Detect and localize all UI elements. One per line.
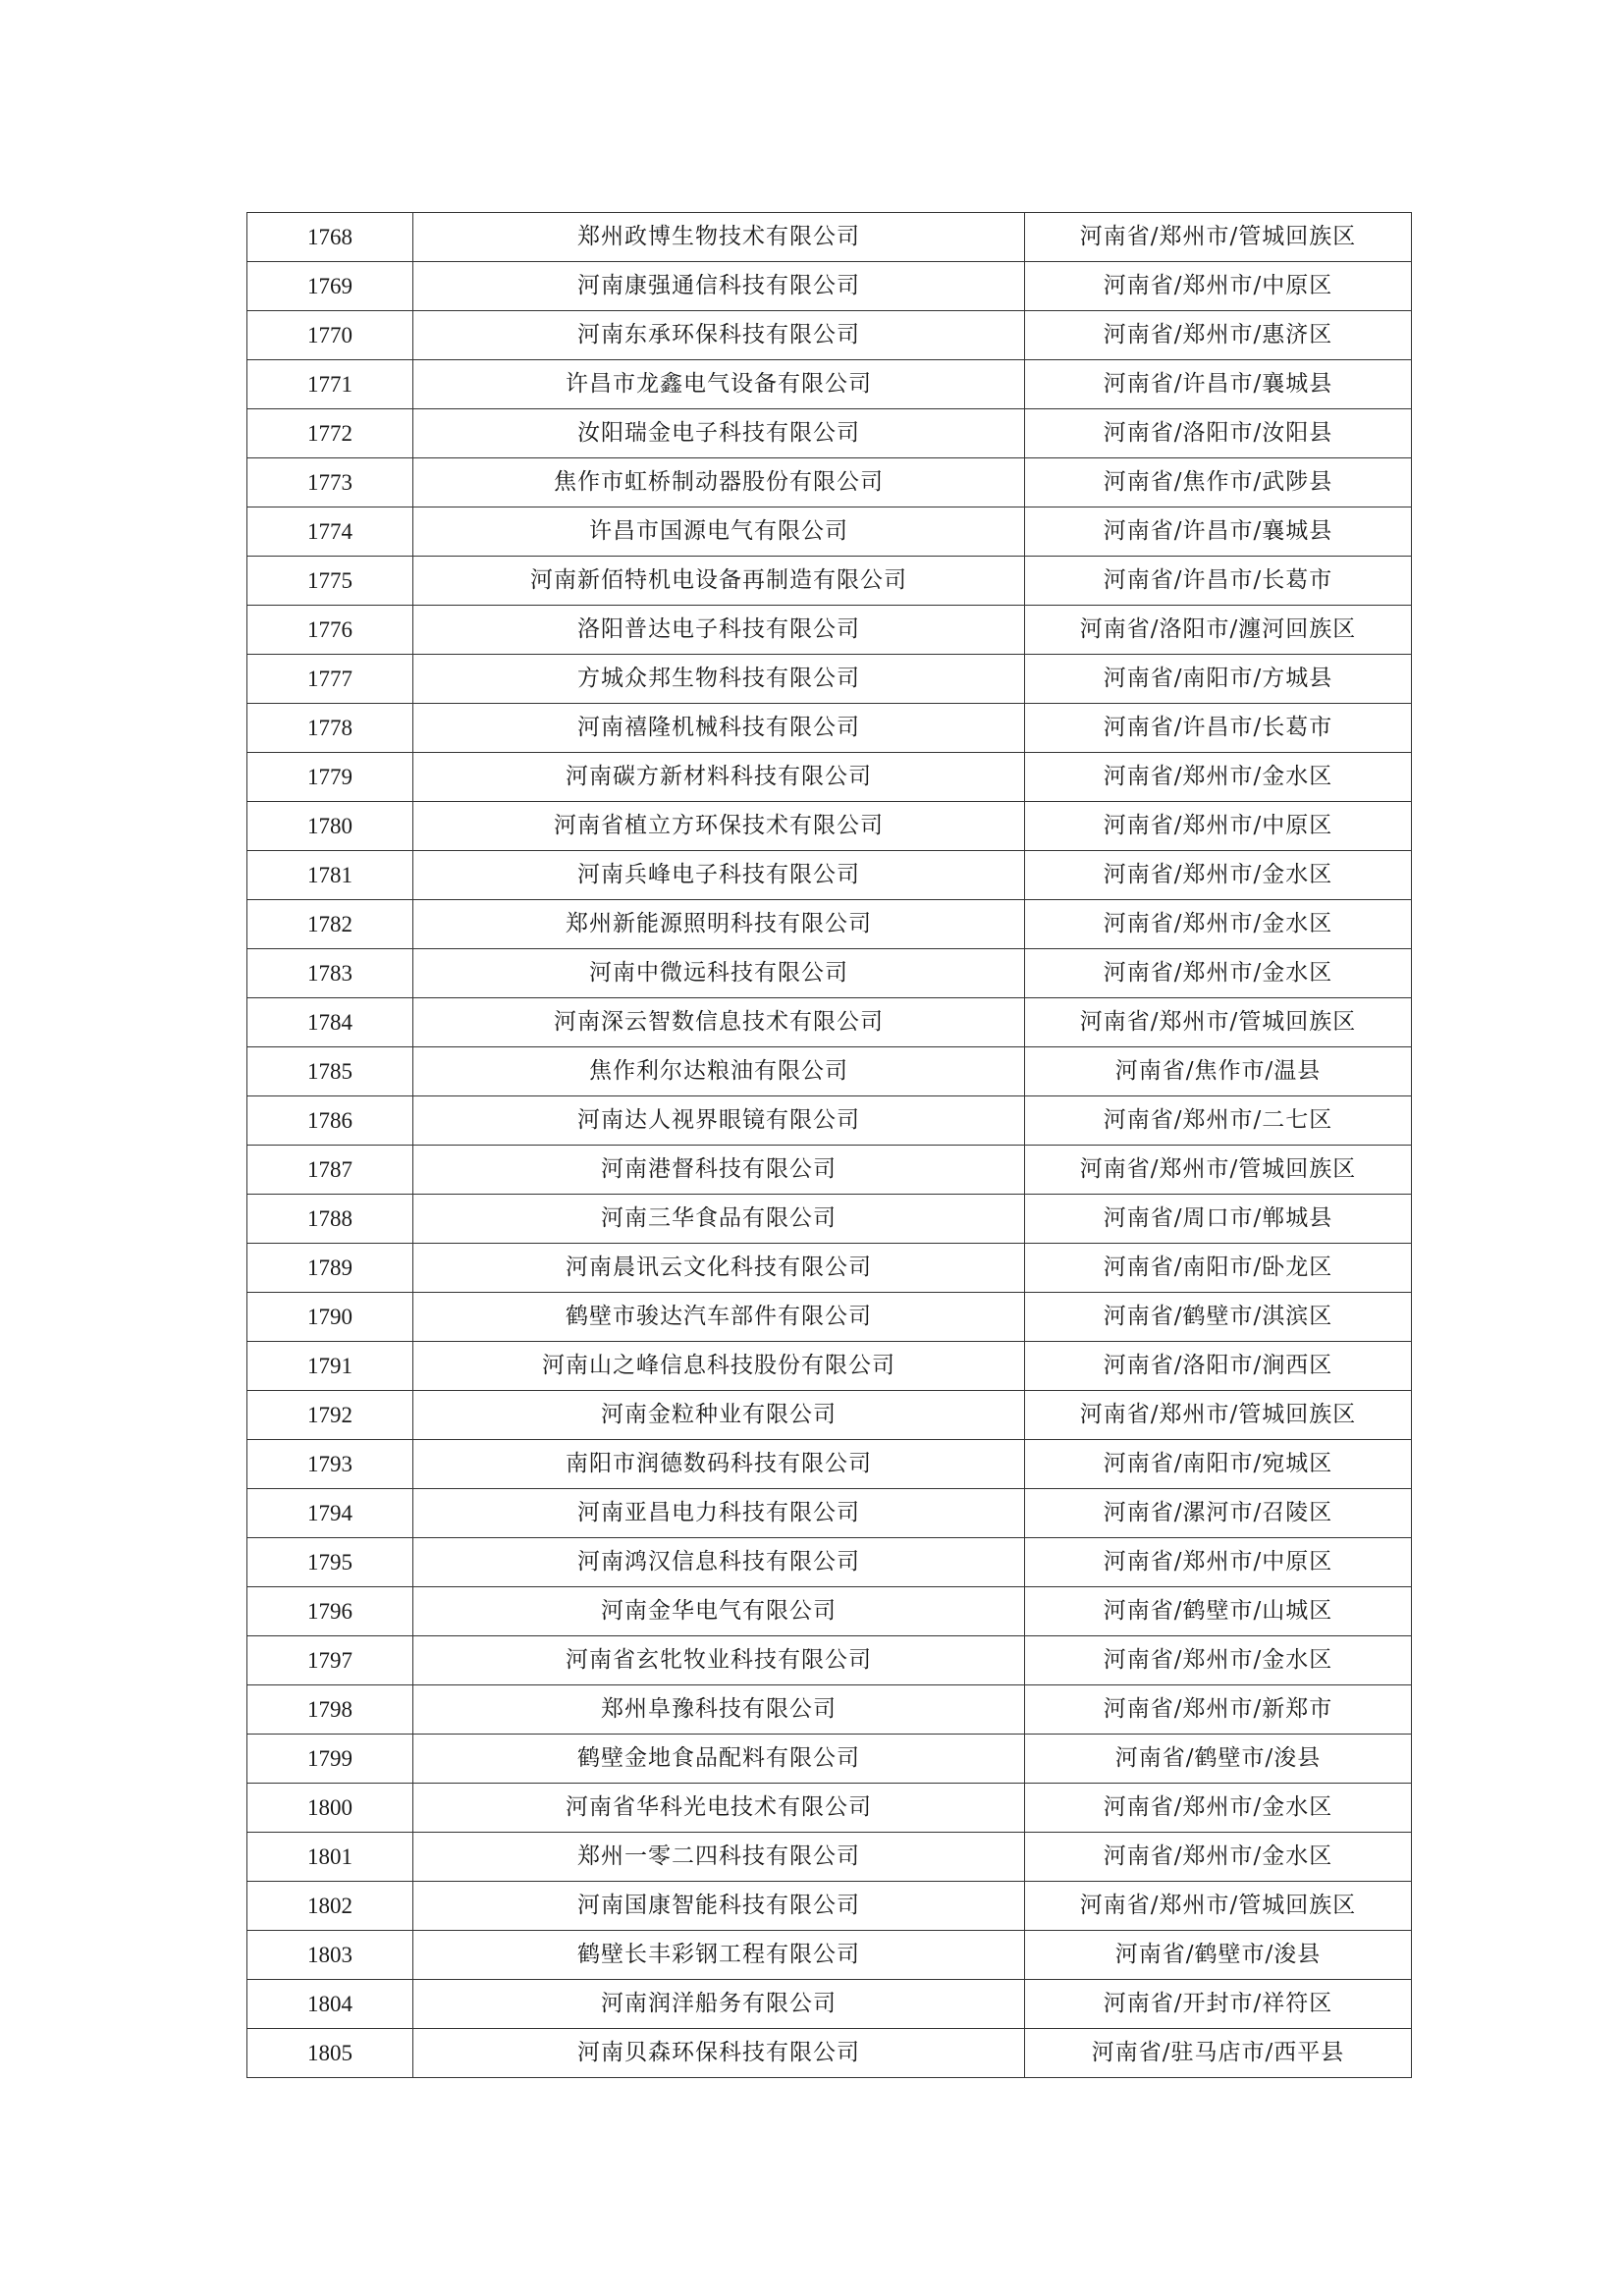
company-name: 河南省玄牝牧业科技有限公司 bbox=[413, 1636, 1025, 1685]
table-row bbox=[247, 1833, 1412, 1882]
company-name: 河南鸿汉信息科技有限公司 bbox=[413, 1538, 1025, 1587]
company-region: 河南省/郑州市/新郑市 bbox=[1025, 1685, 1412, 1735]
table-row bbox=[247, 557, 1412, 606]
table-row bbox=[247, 507, 1412, 557]
row-number: 1790 bbox=[247, 1293, 413, 1342]
row-number: 1791 bbox=[247, 1342, 413, 1391]
company-name: 河南深云智数信息技术有限公司 bbox=[413, 998, 1025, 1047]
table-row bbox=[247, 753, 1412, 802]
table-row bbox=[247, 900, 1412, 949]
company-region: 河南省/郑州市/管城回族区 bbox=[1025, 1391, 1412, 1440]
company-region: 河南省/郑州市/金水区 bbox=[1025, 753, 1412, 802]
row-number: 1789 bbox=[247, 1244, 413, 1293]
table-row bbox=[247, 1538, 1412, 1587]
table-row bbox=[247, 655, 1412, 704]
table-row bbox=[247, 409, 1412, 458]
row-number: 1798 bbox=[247, 1685, 413, 1735]
row-number: 1794 bbox=[247, 1489, 413, 1538]
company-region: 河南省/鹤壁市/淇滨区 bbox=[1025, 1293, 1412, 1342]
company-name: 河南禧隆机械科技有限公司 bbox=[413, 704, 1025, 753]
table-row bbox=[247, 1293, 1412, 1342]
company-region: 河南省/郑州市/管城回族区 bbox=[1025, 213, 1412, 262]
row-number: 1773 bbox=[247, 458, 413, 507]
company-region: 河南省/漯河市/召陵区 bbox=[1025, 1489, 1412, 1538]
company-region: 河南省/郑州市/二七区 bbox=[1025, 1096, 1412, 1146]
company-name: 南阳市润德数码科技有限公司 bbox=[413, 1440, 1025, 1489]
table-row bbox=[247, 1195, 1412, 1244]
row-number: 1793 bbox=[247, 1440, 413, 1489]
row-number: 1778 bbox=[247, 704, 413, 753]
company-list-table bbox=[246, 212, 1412, 2078]
company-name: 河南三华食品有限公司 bbox=[413, 1195, 1025, 1244]
company-region: 河南省/郑州市/金水区 bbox=[1025, 851, 1412, 900]
row-number: 1804 bbox=[247, 1980, 413, 2029]
company-region: 河南省/郑州市/中原区 bbox=[1025, 262, 1412, 311]
company-region: 河南省/焦作市/温县 bbox=[1025, 1047, 1412, 1096]
row-number: 1797 bbox=[247, 1636, 413, 1685]
company-name: 鹤壁长丰彩钢工程有限公司 bbox=[413, 1931, 1025, 1980]
table-row bbox=[247, 802, 1412, 851]
row-number: 1795 bbox=[247, 1538, 413, 1587]
company-name: 河南省植立方环保技术有限公司 bbox=[413, 802, 1025, 851]
company-region: 河南省/鹤壁市/山城区 bbox=[1025, 1587, 1412, 1636]
company-region: 河南省/洛阳市/涧西区 bbox=[1025, 1342, 1412, 1391]
row-number: 1770 bbox=[247, 311, 413, 360]
company-name: 焦作市虹桥制动器股份有限公司 bbox=[413, 458, 1025, 507]
company-name: 河南碳方新材料科技有限公司 bbox=[413, 753, 1025, 802]
row-number: 1801 bbox=[247, 1833, 413, 1882]
company-name: 鹤壁市骏达汽车部件有限公司 bbox=[413, 1293, 1025, 1342]
row-number: 1792 bbox=[247, 1391, 413, 1440]
table-row bbox=[247, 2029, 1412, 2078]
company-name: 鹤壁金地食品配料有限公司 bbox=[413, 1735, 1025, 1784]
row-number: 1796 bbox=[247, 1587, 413, 1636]
company-name: 河南省华科光电技术有限公司 bbox=[413, 1784, 1025, 1833]
company-name: 河南山之峰信息科技股份有限公司 bbox=[413, 1342, 1025, 1391]
company-name: 河南金粒种业有限公司 bbox=[413, 1391, 1025, 1440]
company-region: 河南省/许昌市/长葛市 bbox=[1025, 557, 1412, 606]
company-region: 河南省/郑州市/金水区 bbox=[1025, 1833, 1412, 1882]
row-number: 1771 bbox=[247, 360, 413, 409]
company-name: 河南润洋船务有限公司 bbox=[413, 1980, 1025, 2029]
table-row bbox=[247, 949, 1412, 998]
company-region: 河南省/郑州市/惠济区 bbox=[1025, 311, 1412, 360]
row-number: 1783 bbox=[247, 949, 413, 998]
company-name: 河南兵峰电子科技有限公司 bbox=[413, 851, 1025, 900]
company-list-body bbox=[247, 213, 1412, 2078]
company-region: 河南省/郑州市/管城回族区 bbox=[1025, 1146, 1412, 1195]
company-region: 河南省/郑州市/管城回族区 bbox=[1025, 998, 1412, 1047]
company-name: 河南金华电气有限公司 bbox=[413, 1587, 1025, 1636]
table-row bbox=[247, 360, 1412, 409]
company-name: 许昌市龙鑫电气设备有限公司 bbox=[413, 360, 1025, 409]
company-name: 郑州新能源照明科技有限公司 bbox=[413, 900, 1025, 949]
company-region: 河南省/南阳市/宛城区 bbox=[1025, 1440, 1412, 1489]
company-region: 河南省/洛阳市/汝阳县 bbox=[1025, 409, 1412, 458]
company-region: 河南省/郑州市/中原区 bbox=[1025, 1538, 1412, 1587]
company-region: 河南省/周口市/郸城县 bbox=[1025, 1195, 1412, 1244]
company-name: 郑州一零二四科技有限公司 bbox=[413, 1833, 1025, 1882]
table-row bbox=[247, 1784, 1412, 1833]
company-name: 河南达人视界眼镜有限公司 bbox=[413, 1096, 1025, 1146]
row-number: 1782 bbox=[247, 900, 413, 949]
table-row bbox=[247, 1391, 1412, 1440]
table-row bbox=[247, 1096, 1412, 1146]
company-name: 河南贝森环保科技有限公司 bbox=[413, 2029, 1025, 2078]
company-region: 河南省/驻马店市/西平县 bbox=[1025, 2029, 1412, 2078]
table-row bbox=[247, 606, 1412, 655]
row-number: 1803 bbox=[247, 1931, 413, 1980]
table-row bbox=[247, 1342, 1412, 1391]
company-region: 河南省/郑州市/中原区 bbox=[1025, 802, 1412, 851]
company-name: 河南亚昌电力科技有限公司 bbox=[413, 1489, 1025, 1538]
table-row bbox=[247, 1489, 1412, 1538]
company-name: 方城众邦生物科技有限公司 bbox=[413, 655, 1025, 704]
table-row bbox=[247, 851, 1412, 900]
company-name: 焦作利尔达粮油有限公司 bbox=[413, 1047, 1025, 1096]
company-region: 河南省/郑州市/金水区 bbox=[1025, 1784, 1412, 1833]
table-row bbox=[247, 1980, 1412, 2029]
company-name: 河南晨讯云文化科技有限公司 bbox=[413, 1244, 1025, 1293]
table-row bbox=[247, 998, 1412, 1047]
company-region: 河南省/许昌市/襄城县 bbox=[1025, 507, 1412, 557]
table-row bbox=[247, 1047, 1412, 1096]
company-region: 河南省/许昌市/襄城县 bbox=[1025, 360, 1412, 409]
table-row bbox=[247, 1146, 1412, 1195]
table-row bbox=[247, 311, 1412, 360]
table-row bbox=[247, 1882, 1412, 1931]
table-row bbox=[247, 1587, 1412, 1636]
company-region: 河南省/南阳市/方城县 bbox=[1025, 655, 1412, 704]
table-row bbox=[247, 1636, 1412, 1685]
company-name: 河南东承环保科技有限公司 bbox=[413, 311, 1025, 360]
company-name: 郑州阜豫科技有限公司 bbox=[413, 1685, 1025, 1735]
company-name: 河南国康智能科技有限公司 bbox=[413, 1882, 1025, 1931]
company-name: 郑州政博生物技术有限公司 bbox=[413, 213, 1025, 262]
row-number: 1775 bbox=[247, 557, 413, 606]
row-number: 1768 bbox=[247, 213, 413, 262]
company-region: 河南省/开封市/祥符区 bbox=[1025, 1980, 1412, 2029]
table-row bbox=[247, 704, 1412, 753]
table-row bbox=[247, 213, 1412, 262]
table-row bbox=[247, 1931, 1412, 1980]
company-name: 河南新佰特机电设备再制造有限公司 bbox=[413, 557, 1025, 606]
company-name: 洛阳普达电子科技有限公司 bbox=[413, 606, 1025, 655]
row-number: 1780 bbox=[247, 802, 413, 851]
row-number: 1774 bbox=[247, 507, 413, 557]
company-region: 河南省/郑州市/金水区 bbox=[1025, 1636, 1412, 1685]
row-number: 1784 bbox=[247, 998, 413, 1047]
row-number: 1777 bbox=[247, 655, 413, 704]
row-number: 1799 bbox=[247, 1735, 413, 1784]
company-region: 河南省/郑州市/管城回族区 bbox=[1025, 1882, 1412, 1931]
company-region: 河南省/南阳市/卧龙区 bbox=[1025, 1244, 1412, 1293]
table-row bbox=[247, 1735, 1412, 1784]
row-number: 1787 bbox=[247, 1146, 413, 1195]
table-row bbox=[247, 1685, 1412, 1735]
company-name: 河南港督科技有限公司 bbox=[413, 1146, 1025, 1195]
company-region: 河南省/焦作市/武陟县 bbox=[1025, 458, 1412, 507]
row-number: 1779 bbox=[247, 753, 413, 802]
table-row bbox=[247, 1440, 1412, 1489]
table-row bbox=[247, 1244, 1412, 1293]
row-number: 1800 bbox=[247, 1784, 413, 1833]
company-region: 河南省/鹤壁市/浚县 bbox=[1025, 1735, 1412, 1784]
row-number: 1802 bbox=[247, 1882, 413, 1931]
company-region: 河南省/鹤壁市/浚县 bbox=[1025, 1931, 1412, 1980]
row-number: 1788 bbox=[247, 1195, 413, 1244]
row-number: 1805 bbox=[247, 2029, 413, 2078]
table-row bbox=[247, 458, 1412, 507]
row-number: 1776 bbox=[247, 606, 413, 655]
table-row bbox=[247, 262, 1412, 311]
row-number: 1772 bbox=[247, 409, 413, 458]
company-region: 河南省/许昌市/长葛市 bbox=[1025, 704, 1412, 753]
row-number: 1786 bbox=[247, 1096, 413, 1146]
company-name: 河南康强通信科技有限公司 bbox=[413, 262, 1025, 311]
company-region: 河南省/郑州市/金水区 bbox=[1025, 949, 1412, 998]
row-number: 1769 bbox=[247, 262, 413, 311]
row-number: 1785 bbox=[247, 1047, 413, 1096]
company-region: 河南省/洛阳市/瀍河回族区 bbox=[1025, 606, 1412, 655]
company-name: 许昌市国源电气有限公司 bbox=[413, 507, 1025, 557]
row-number: 1781 bbox=[247, 851, 413, 900]
company-name: 汝阳瑞金电子科技有限公司 bbox=[413, 409, 1025, 458]
company-name: 河南中微远科技有限公司 bbox=[413, 949, 1025, 998]
company-region: 河南省/郑州市/金水区 bbox=[1025, 900, 1412, 949]
